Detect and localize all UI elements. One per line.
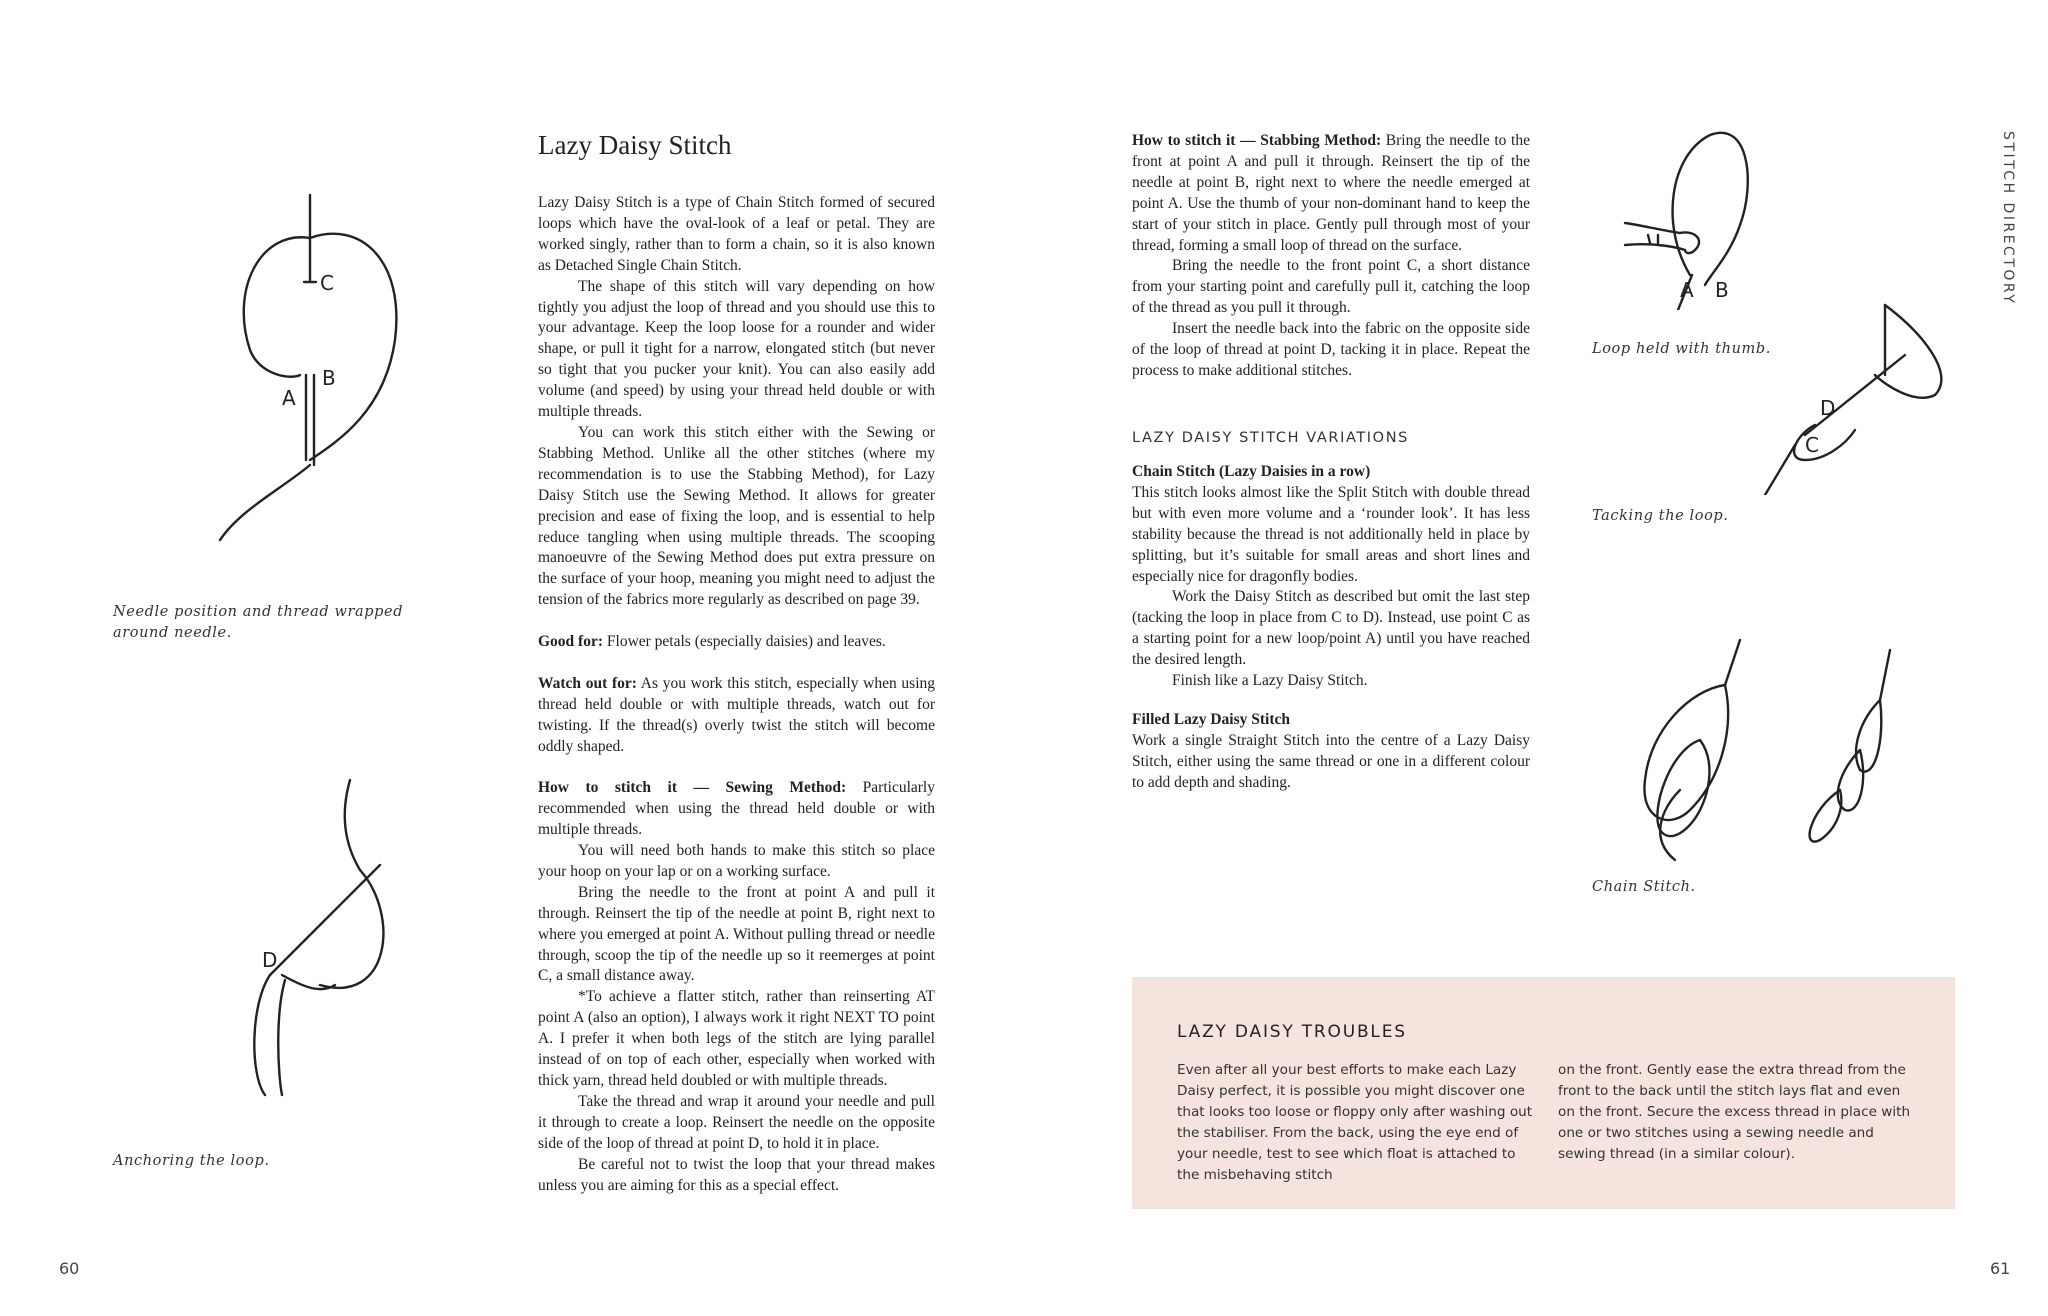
sewing-method-text: Particularly recommended when using the thread held double or with multiple threads. [538,779,935,839]
watch-out-label: Watch out for: [538,674,637,692]
variations-text [1132,462,1530,794]
left-text-column [538,193,935,1196]
label-d-tack: D [1820,396,1836,420]
caption-anchoring-loop: Anchoring the loop. [113,1153,270,1169]
label-d: D [262,948,278,972]
caption-chain-stitch: Chain Stitch. [1592,879,1696,895]
chain-paragraph-1: This stitch looks almost like the Split Stitch with double thread but with even more volume and a ‘rounder look’. It has less stability because the thread is not additionally held in place by splitting, but it’s suitable for small areas and short lines and especially nice for dragonfly bodies. [1132,483,1530,585]
intro-paragraph: Lazy Daisy Stitch is a type of Chain Stitch formed of secured loops which have the oval-look of a leaf or petal. They are worked singly, rather than to form a chain, so it is also known as Detached Single Chain Stitch. [538,194,935,274]
loop-thumb-illustration [1620,125,1800,310]
sewing-method-paragraph [538,778,935,841]
chain-paragraph-3: Finish like a Lazy Daisy Stitch. [1172,672,1368,690]
troubles-column-1: Even after all your best efforts to make each Lazy Daisy perfect, it is possible you might discover one that looks too loose or floppy only after washing out the stabiliser. From the back, using the eye end of your needle, test to see which float is attached to the misbehaving stitch [1177,1062,1533,1183]
tacking-loop-illustration [1755,295,1960,495]
stabbing-method-paragraph [1132,131,1530,256]
chain-paragraph-2: Work the Daisy Stitch as described but omit the last step (tacking the loop in place from C to D). Instead, use point C as a starting point for a new loop/point A) until you have reached the desired length. [1132,588,1530,669]
troubles-column-2: on the front. Gently ease the extra thread from the front to the back until the stitch lays flat and even on the front. Secure the excess thread in place with one or two stitches using a sewing needle and sewing thread (in a similar colour). [1558,1062,1911,1162]
label-b: B [322,366,336,390]
sewing-paragraph-4: *To achieve a flatter stitch, rather than reinserting AT point A (also an option), I always work it right NEXT TO point A. I prefer it when both legs of the stitch are lying parallel instead of on top of each other, especially when worked with thick yarn, thread held doubled or with multiple threads. [538,988,935,1090]
troubles-title: LAZY DAISY TROUBLES [1177,1022,1407,1042]
filled-heading: Filled Lazy Daisy Stitch [1132,710,1291,728]
sewing-paragraph-5: Take the thread and wrap it around your needle and pull it through to create a loop. Reinsert the needle on the opposite side of the loop of thread at point D, to hold it in place. [538,1092,935,1152]
stabbing-paragraph-3: Insert the needle back into the fabric on the opposite side of the loop of thread at point D, tacking it in place. Repeat the process to make additional stitches. [1132,320,1530,379]
stabbing-method-text: Bring the needle to the front at point A and pull it through. Reinsert the tip of the needle at point B, right next to where the needle emerged at point A. Use the thumb of your non-dominant hand to keep the start of your stitch in place. Gently pull through most of your thread, forming a small loop of thread on the surface. [1132,132,1530,254]
right-text-column [1132,131,1530,382]
sewing-paragraph-3: Bring the needle to the front at point A and pull it through. Reinsert the tip of the needle at point B, right next to where you emerged at point A. Without pulling thread or needle through, scoop the tip of the needle up so it reemerges at point C, a small distance away. [538,883,935,985]
watch-out-text: As you work this stitch, especially when using thread held double or with multiple threads, watch out for twisting. If the thread(s) overly twist the stitch will become oddly shaped. [538,674,935,755]
label-b-thumb: B [1715,278,1729,302]
caption-needle-position: Needle position and thread wrapped around needle. [113,604,404,641]
page-number-right: 61 [1990,1259,2011,1278]
page-number-left: 60 [59,1259,80,1278]
chain-stitch-illustration [1630,630,1910,870]
page-title: Lazy Daisy Stitch [538,130,732,160]
stitch-directory-side-label: STITCH DIRECTORY [2000,131,2016,306]
shape-paragraph: The shape of this stitch will vary depending on how tightly you adjust the loop of thread and you should use this to your advantage. Keep the loop loose for a rounder and wider shape, or pull it tight for a narrow, elongated stitch (but never so tight that you pucker your knit). You can also easily add volume (and speed) by using your thread held double or with multiple threads. [538,277,935,421]
troubles-box [1132,977,1955,1209]
anchoring-loop-illustration [240,775,440,1110]
chain-stitch-heading: Chain Stitch (Lazy Daisies in a row) [1132,463,1371,480]
label-c: C [320,271,334,295]
sewing-paragraph-6: Be careful not to twist the loop that your thread makes unless you are aiming for this as a special effect. [538,1155,935,1194]
label-c-tack: C [1805,433,1819,457]
stabbing-paragraph-2: Bring the needle to the front point C, a short distance from your starting point and carefully pull it, catching the loop of the thread as you pull it through. [1132,257,1530,317]
stabbing-method-label: How to stitch it — Stabbing Method: [1132,132,1382,149]
variations-heading: LAZY DAISY STITCH VARIATIONS [1132,430,1409,446]
needle-wrap-illustration [190,190,430,550]
good-for-text: Flower petals (especially daisies) and leaves. [603,633,886,651]
caption-loop-thumb: Loop held with thumb. [1592,341,1771,357]
filled-paragraph: Work a single Straight Stitch into the centre of a Lazy Daisy Stitch, either using the same thread or one in a different colour to add depth and shading. [1132,731,1530,791]
good-for-label: Good for: [538,633,604,651]
good-for-paragraph [538,632,935,653]
sewing-paragraph-2: You will need both hands to make this stitch so place your hoop on your lap or on a working surface. [538,842,935,880]
label-a: A [282,386,296,410]
label-a-thumb: A [1680,278,1694,302]
sewing-method-label: How to stitch it — Sewing Method: [538,779,847,797]
caption-tacking-loop: Tacking the loop. [1592,508,1729,524]
method-paragraph: You can work this stitch either with the Sewing or Stabbing Method. Unlike all the other stitches (where my recommendation is to use the Stabbing Method), for Lazy Daisy Stitch use the Sewing Method. It allows for greater precision and ease of fixing the loop, and is essential to help reduce tangling when using multiple threads. The scooping manoeuvre of the Sewing Method does put extra pressure on the surface of your hoop, meaning you might need to adjust the tension of the fabrics more regularly as described on page 39. [538,423,935,609]
watch-out-paragraph [538,674,935,758]
